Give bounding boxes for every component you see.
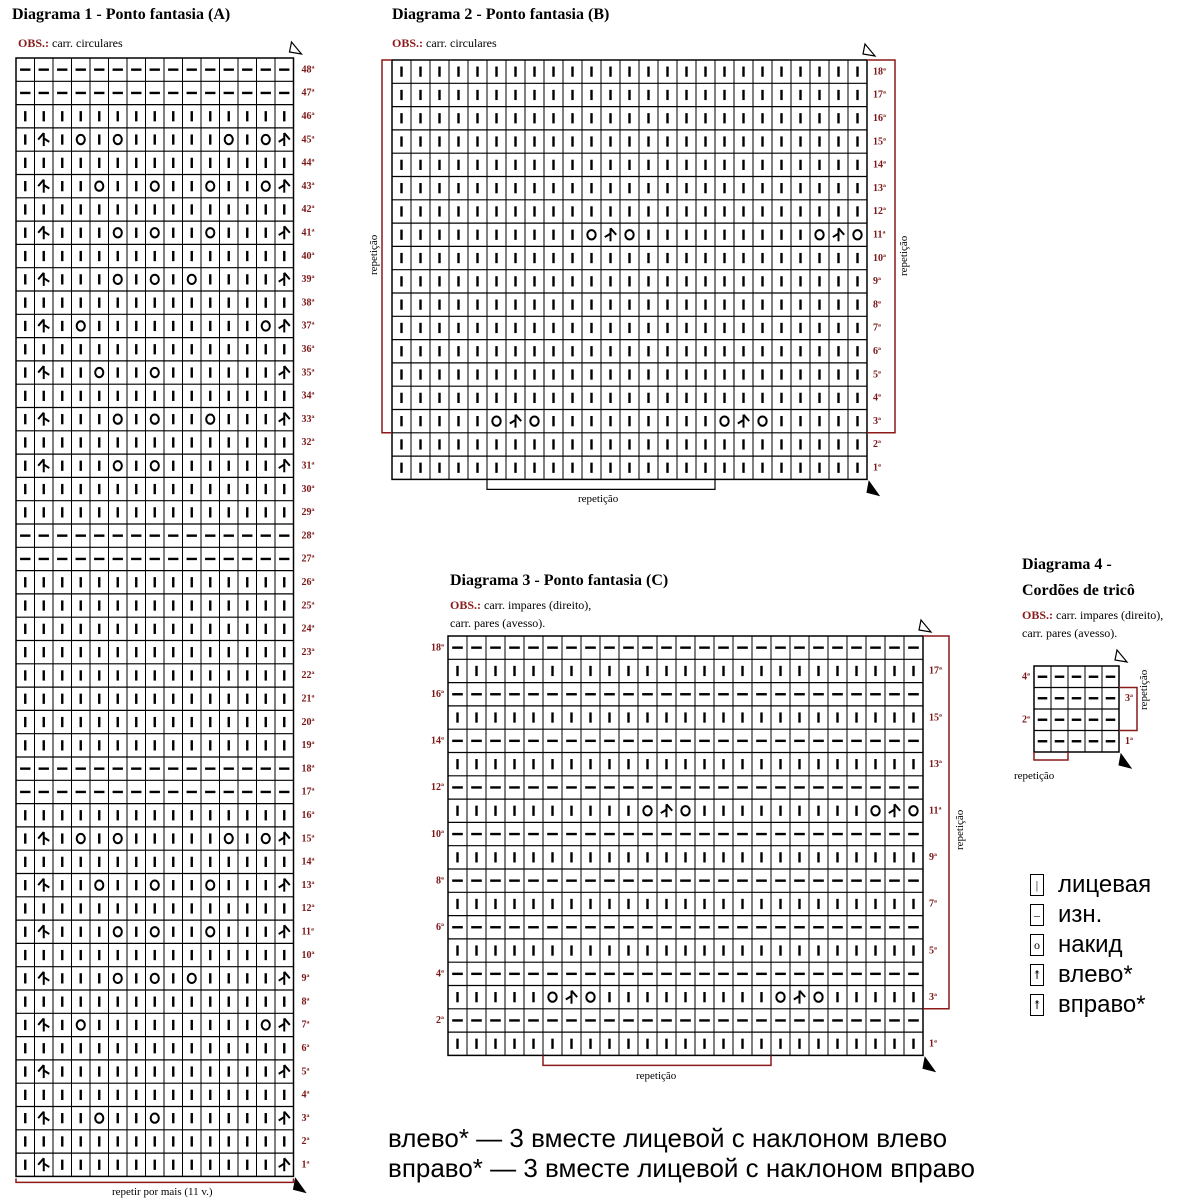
row-label: 4ª	[301, 1089, 310, 1101]
row-label: 31ª	[301, 460, 315, 472]
row-label: 8ª	[436, 875, 444, 887]
row-label: 17ª	[873, 89, 886, 101]
diagram4-obs-2: carr. pares (avesso).	[1022, 626, 1118, 640]
start-arrow-icon	[1115, 650, 1127, 662]
diagram2-obs: OBS.: carr. circulares	[392, 36, 497, 50]
row-label: 6ª	[301, 1043, 310, 1055]
row-label: 16ª	[431, 689, 444, 701]
row-label: 15ª	[301, 833, 315, 845]
diagram3-title: Diagrama 3 - Ponto fantasia (C)	[450, 572, 669, 589]
row-label: 14ª	[873, 159, 886, 171]
row-label: 17ª	[929, 665, 942, 677]
legend-label: лицевая	[1058, 871, 1152, 898]
row-label: 4ª	[436, 968, 444, 980]
row-label: 15ª	[873, 136, 886, 148]
row-label: 1ª	[873, 462, 881, 474]
start-arrow-icon	[863, 44, 875, 56]
row-label: 35ª	[301, 367, 315, 379]
row-label: 12ª	[431, 782, 444, 794]
row-label: 10ª	[873, 252, 886, 264]
diagram3-vrepeat-right: repetição	[954, 809, 966, 850]
row-label: 32ª	[301, 437, 315, 449]
row-label: 2ª	[873, 439, 881, 451]
row-label: 11ª	[873, 229, 886, 241]
row-label: 48ª	[301, 64, 315, 76]
start-arrow-icon	[919, 620, 931, 632]
diagram2-title: Diagrama 2 - Ponto fantasia (B)	[392, 6, 610, 23]
diagram4-repeat-label: repetição	[1014, 770, 1055, 782]
diagram4-title: Diagrama 4 -	[1022, 556, 1112, 573]
legend-label: вправо*	[1058, 991, 1146, 1018]
note-right: вправо* — 3 вместе лицевой с наклоном вправо	[388, 1153, 976, 1183]
row-label: 18ª	[431, 642, 444, 654]
row-label: 40ª	[301, 250, 315, 262]
repeat-bracket	[1034, 752, 1068, 760]
d2-grid	[392, 44, 886, 495]
end-arrow-icon	[867, 481, 879, 495]
row-label: 1ª	[929, 1038, 937, 1050]
row-label: 7ª	[301, 1019, 310, 1031]
row-label: 30ª	[301, 483, 315, 495]
legend-label: изн.	[1058, 901, 1103, 928]
diagram3-obs-1: OBS.: carr. impares (direito),	[450, 598, 592, 612]
row-label: 13ª	[929, 758, 942, 770]
row-label: 33ª	[301, 413, 315, 425]
row-label: 3ª	[873, 415, 881, 427]
purl-stitch-icon: –	[1030, 904, 1044, 926]
row-label: 4ª	[1022, 671, 1030, 683]
yarn-over-icon: o	[1030, 934, 1044, 956]
row-label: 23ª	[301, 646, 315, 658]
row-label: 5ª	[873, 369, 881, 381]
diagram2-repeat-label: repetição	[578, 493, 619, 505]
row-label: 15ª	[929, 712, 942, 724]
knit-stitch-icon: |	[1030, 874, 1044, 896]
row-label: 8ª	[873, 299, 881, 311]
legend-item-right	[1030, 990, 1151, 1020]
row-label: 3ª	[1125, 692, 1133, 704]
row-label: 39ª	[301, 274, 315, 286]
legend-item-yo	[1030, 930, 1151, 960]
row-label: 13ª	[301, 879, 315, 891]
diagram4-obs-1: OBS.: carr. impares (direito),	[1022, 608, 1164, 622]
diagram1-repeat-label: repetir por mais (11 v.)	[112, 1186, 213, 1198]
diagram4-title2: Cordões de tricô	[1022, 582, 1135, 599]
row-label: 44ª	[301, 157, 315, 169]
row-label: 20ª	[301, 716, 315, 728]
row-label: 37ª	[301, 320, 315, 332]
legend-item-knit	[1030, 870, 1151, 900]
row-label: 6ª	[873, 346, 881, 358]
row-label: 2ª	[436, 1015, 444, 1027]
row-label: 11ª	[929, 805, 942, 817]
row-label: 7ª	[873, 322, 881, 334]
row-label: 4ª	[873, 392, 881, 404]
row-label: 29ª	[301, 507, 315, 519]
diagram1-obs: OBS.: carr. circulares	[18, 36, 123, 50]
diagram3-obs-2: carr. pares (avesso).	[450, 616, 546, 630]
row-label: 16ª	[301, 810, 315, 822]
end-arrow-icon	[294, 1178, 306, 1192]
diagram3-repeat-label: repetição	[636, 1070, 677, 1082]
repeat-bracket	[487, 479, 715, 489]
row-label: 9ª	[873, 276, 881, 288]
row-label: 36ª	[301, 344, 315, 356]
row-label: 38ª	[301, 297, 315, 309]
row-label: 14ª	[431, 735, 444, 747]
legend-label: накид	[1058, 931, 1123, 958]
row-label: 46ª	[301, 111, 315, 123]
note-left: влево* — 3 вместе лицевой с наклоном влево	[388, 1123, 948, 1153]
row-label: 12ª	[873, 206, 886, 218]
row-label: 3ª	[301, 1112, 310, 1124]
legend	[1030, 870, 1151, 1020]
row-label: 27ª	[301, 553, 315, 565]
row-label: 19ª	[301, 740, 315, 752]
row-label: 11ª	[301, 926, 314, 938]
row-label: 16ª	[873, 113, 886, 125]
repeat-bracket	[543, 1055, 771, 1065]
diagram2-vrepeat-right: repetição	[898, 235, 910, 276]
row-label: 5ª	[929, 945, 937, 957]
decrease-right-icon: ↟	[1030, 994, 1044, 1016]
legend-item-purl	[1030, 900, 1151, 930]
end-arrow-icon	[1119, 754, 1131, 768]
row-label: 2ª	[1022, 714, 1030, 726]
diagram1-title: Diagrama 1 - Ponto fantasia (A)	[12, 6, 231, 23]
repeat-bracket	[16, 1178, 294, 1182]
row-label: 45ª	[301, 134, 315, 146]
d4-grid	[1022, 650, 1133, 768]
row-label: 25ª	[301, 600, 315, 612]
row-label: 21ª	[301, 693, 315, 705]
end-arrow-icon	[923, 1057, 935, 1071]
row-label: 24ª	[301, 623, 315, 635]
row-label: 6ª	[436, 922, 444, 934]
legend-item-left	[1030, 960, 1151, 990]
notes	[388, 1123, 975, 1183]
decrease-left-icon: ↟	[1030, 964, 1044, 986]
row-label: 43ª	[301, 180, 315, 192]
repeat-bracket	[382, 60, 392, 433]
row-label: 3ª	[929, 991, 937, 1003]
row-label: 42ª	[301, 204, 315, 216]
row-label: 22ª	[301, 670, 315, 682]
row-label: 2ª	[301, 1136, 310, 1148]
row-label: 8ª	[301, 996, 310, 1008]
row-label: 1ª	[1125, 735, 1133, 747]
row-label: 10ª	[301, 949, 315, 961]
row-label: 9ª	[929, 852, 937, 864]
row-label: 34ª	[301, 390, 315, 402]
row-label: 5ª	[301, 1066, 310, 1078]
diagram2-vrepeat-left: repetição	[368, 234, 380, 275]
row-label: 18ª	[873, 66, 886, 78]
legend-label: влево*	[1058, 961, 1133, 988]
row-label: 14ª	[301, 856, 315, 868]
d3-grid	[431, 620, 942, 1071]
row-label: 18ª	[301, 763, 315, 775]
row-label: 10ª	[431, 828, 444, 840]
row-label: 47ª	[301, 87, 315, 99]
row-label: 41ª	[301, 227, 315, 239]
row-label: 13ª	[873, 182, 886, 194]
row-label: 28ª	[301, 530, 315, 542]
row-label: 26ª	[301, 577, 315, 589]
start-arrow-icon	[290, 42, 302, 54]
diagram4-vrepeat-right: repetição	[1138, 669, 1150, 710]
row-label: 17ª	[301, 786, 315, 798]
row-label: 12ª	[301, 903, 315, 915]
row-label: 1ª	[301, 1159, 310, 1171]
row-label: 9ª	[301, 973, 310, 985]
d1-grid	[16, 42, 315, 1192]
row-label: 7ª	[929, 898, 937, 910]
